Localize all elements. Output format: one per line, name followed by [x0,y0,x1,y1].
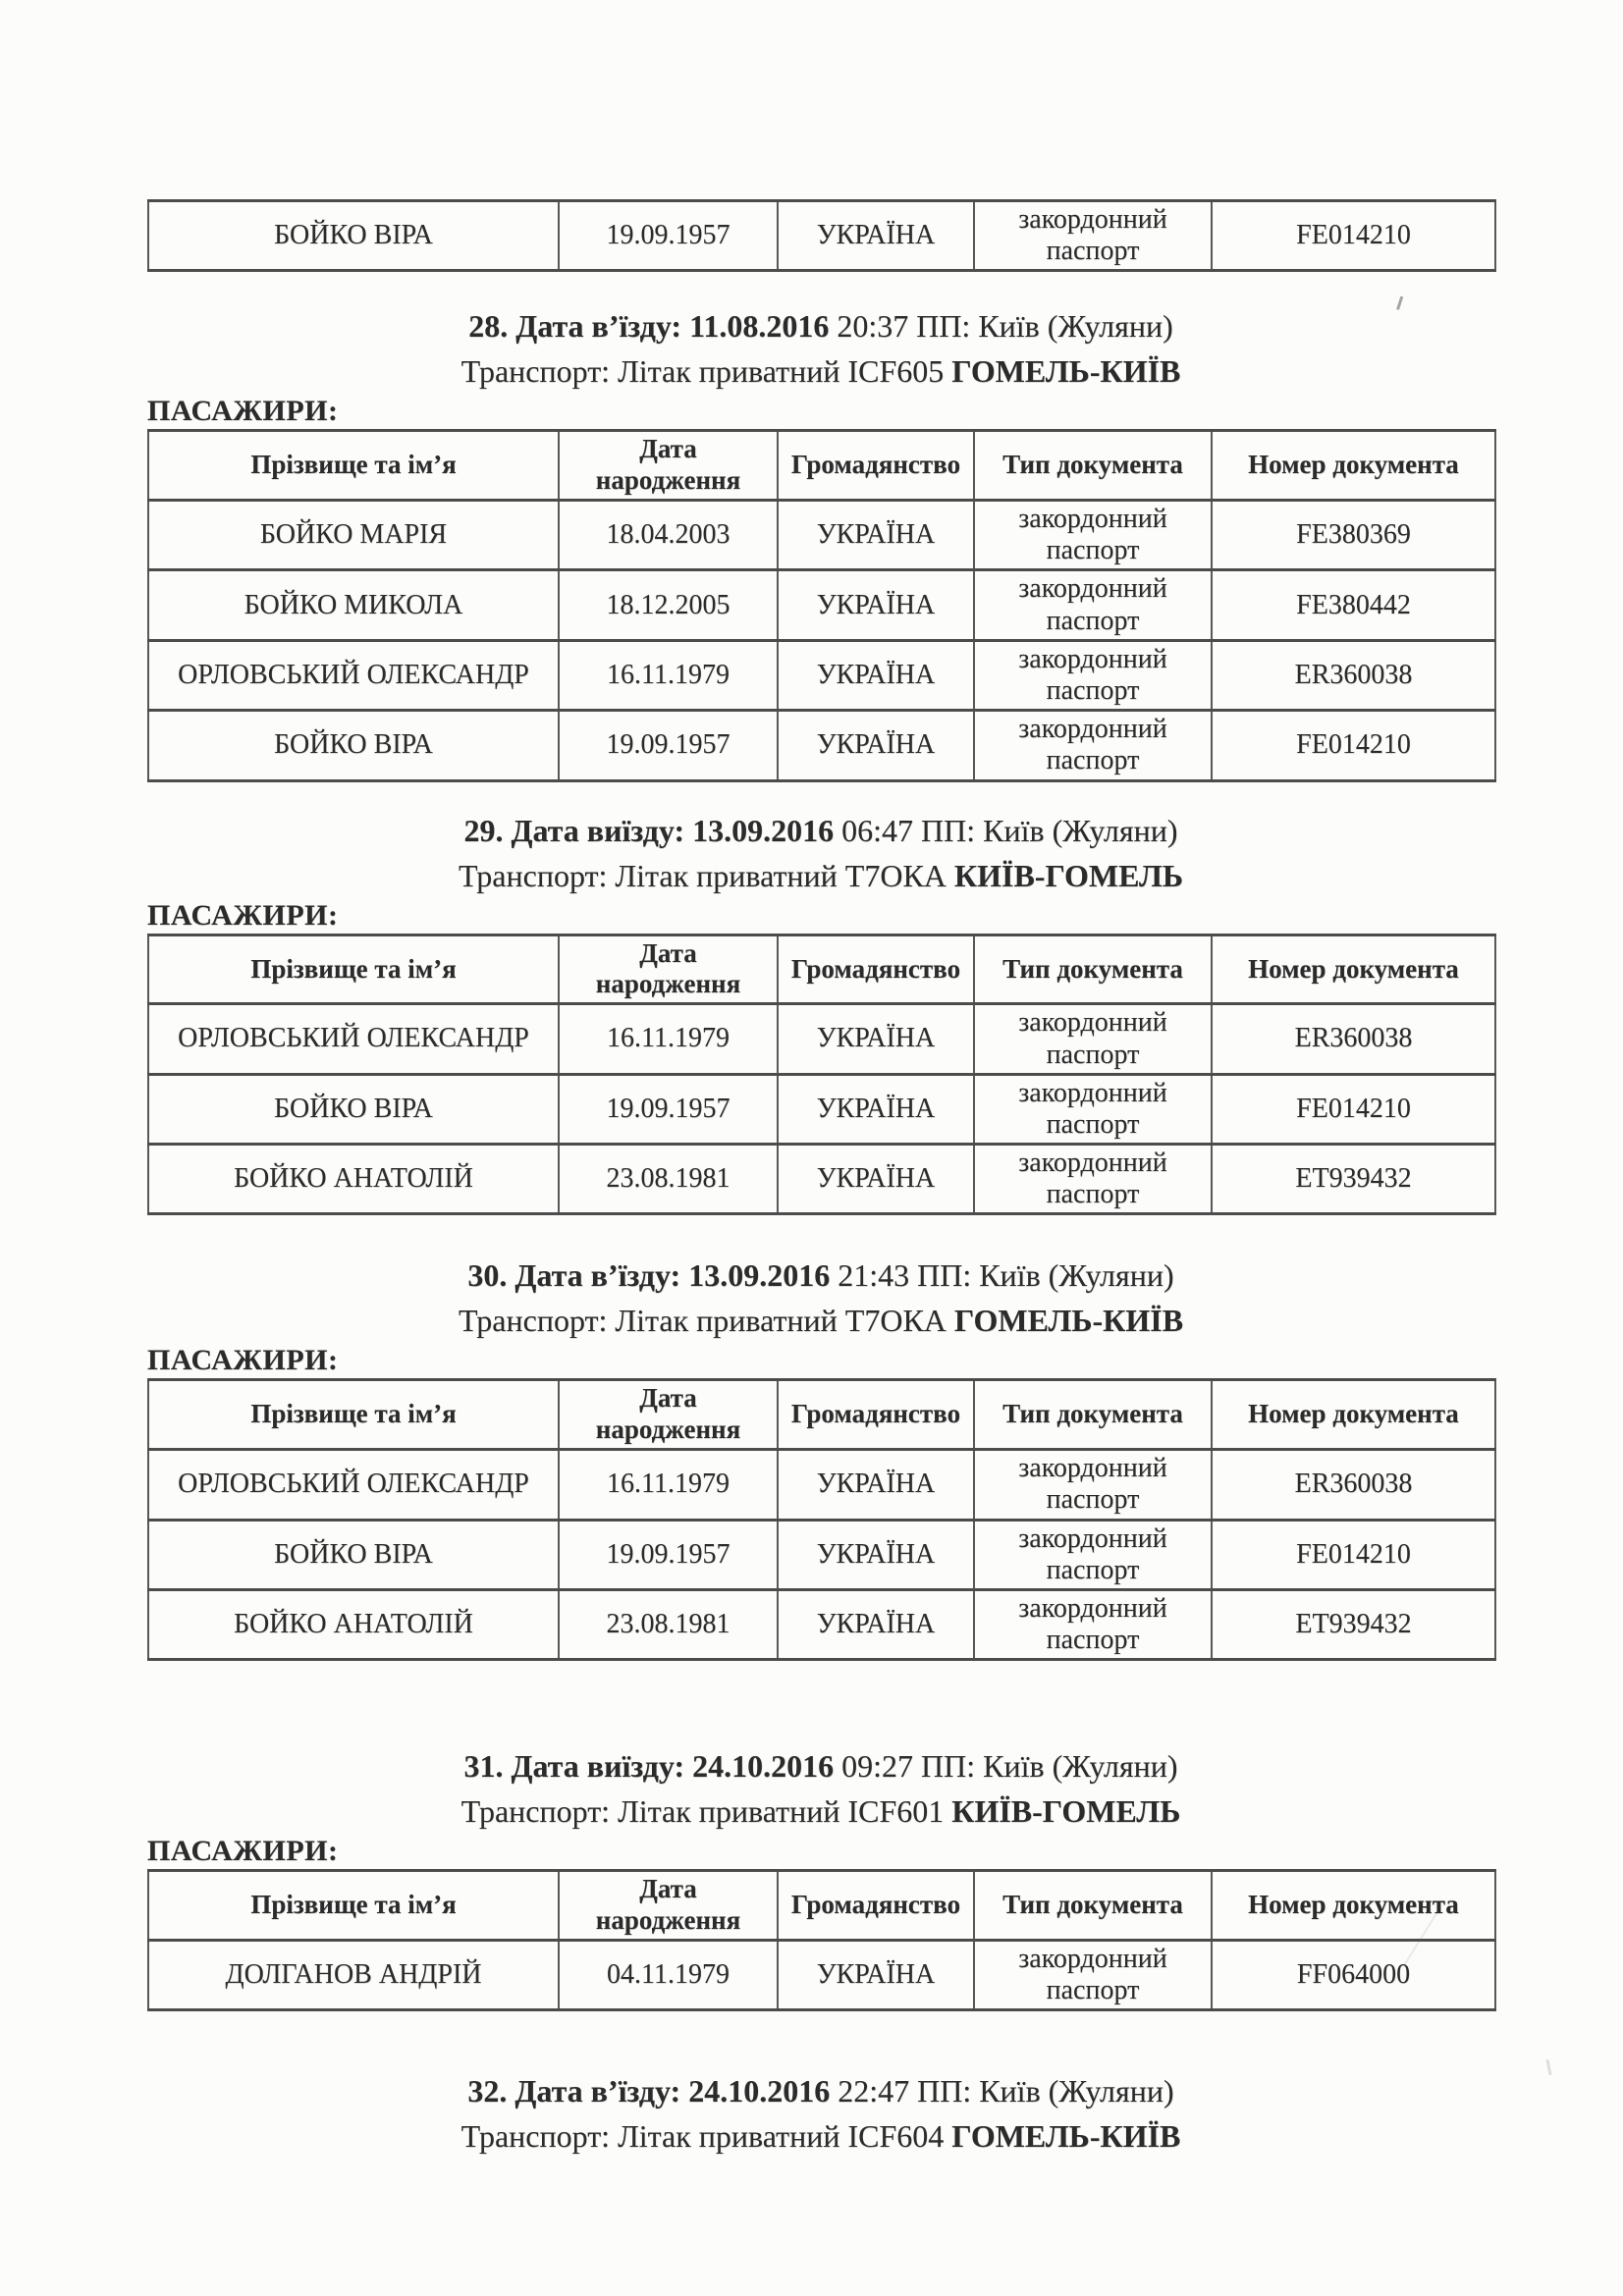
doc-number-cell: ER360038 [1212,1004,1495,1074]
passenger-name-cell: БОЙКО МИКОЛА [148,570,559,640]
passenger-row [148,640,1495,710]
passenger-name-cell: БОЙКО АНАТОЛІЙ [148,1589,559,1659]
table-header-row [148,1380,1495,1450]
transport-label: Транспорт: Літак приватний ICF605 [460,353,952,390]
route-label: ГОМЕЛЬ-КИЇВ [953,1303,1184,1339]
passenger-row [148,501,1495,570]
birth-date-cell: 23.08.1981 [559,1589,778,1659]
section-30-heading [147,1253,1494,1343]
birth-date-cell: 16.11.1979 [559,1004,778,1074]
exit-date-label: 29. Дата виїзду: 13.09.2016 [463,812,835,848]
birth-date-cell: 19.09.1957 [559,201,778,271]
entry-time-checkpoint: 21:43 ПП: Київ (Жуляни) [830,1257,1174,1294]
entry-date-label: 32. Дата в’їзду: 24.10.2016 [467,2073,831,2109]
passenger-row [148,201,1495,271]
birth-date-cell: 18.12.2005 [559,570,778,640]
birth-date-cell: 18.04.2003 [559,501,778,570]
passenger-name-cell: БОЙКО ВІРА [148,1074,559,1144]
citizenship-cell: УКРАЇНА [778,1450,974,1520]
doc-number-cell: FE014210 [1212,711,1495,780]
doc-type-cell: закордонний паспорт [974,1145,1212,1214]
scan-artifact [1545,2059,1551,2075]
entry-date-label: 28. Дата в’їзду: 11.08.2016 [468,308,830,345]
passenger-row [148,1589,1495,1659]
passenger-table-29 [147,934,1496,1216]
passenger-name-cell: БОЙКО АНАТОЛІЙ [148,1145,559,1214]
doc-type-cell: закордонний паспорт [974,711,1212,780]
col-header-doc-number: Номер документа [1212,1871,1495,1941]
doc-type-cell: закордонний паспорт [974,201,1212,271]
birth-date-cell: 16.11.1979 [559,640,778,710]
col-header-citizenship: Громадянство [778,1380,974,1450]
doc-type-cell: закордонний паспорт [974,1589,1212,1659]
col-header-birth-date: Дата народження [559,431,778,501]
entry-time-checkpoint: 20:37 ПП: Київ (Жуляни) [829,308,1173,345]
citizenship-cell: УКРАЇНА [778,1941,974,2010]
doc-type-cell: закордонний паспорт [974,1520,1212,1589]
birth-date-cell: 19.09.1957 [559,1074,778,1144]
col-header-doc-type: Тип документа [974,934,1212,1004]
doc-type-cell: закордонний паспорт [974,640,1212,710]
passenger-row [148,1941,1495,2010]
transport-label: Транспорт: Літак приватний ICF601 [460,1793,952,1830]
transport-label: Транспорт: Літак приватний Т7ОКА [458,857,954,893]
exit-time-checkpoint: 06:47 ПП: Київ (Жуляни) [834,812,1178,848]
citizenship-cell: УКРАЇНА [778,1004,974,1074]
table-header-row [148,934,1495,1004]
table-header-row [148,1871,1495,1941]
doc-number-cell: FF064000 [1212,1941,1495,2010]
col-header-citizenship: Громадянство [778,1871,974,1941]
transport-label: Транспорт: Літак приватний Т7ОКА [458,1303,954,1339]
birth-date-cell: 04.11.1979 [559,1941,778,2010]
section-29-heading [147,808,1494,898]
passenger-name-cell: ДОЛГАНОВ АНДРІЙ [148,1941,559,2010]
doc-number-cell: ET939432 [1212,1589,1495,1659]
col-header-name: Прізвище та ім’я [148,1871,559,1941]
col-header-doc-number: Номер документа [1212,431,1495,501]
doc-type-cell: закордонний паспорт [974,570,1212,640]
transport-label: Транспорт: Літак приватний ICF604 [460,2118,952,2155]
citizenship-cell: УКРАЇНА [778,1145,974,1214]
passenger-row [148,711,1495,780]
col-header-doc-number: Номер документа [1212,1380,1495,1450]
document-content [147,199,1494,2159]
citizenship-cell: УКРАЇНА [778,570,974,640]
citizenship-cell: УКРАЇНА [778,711,974,780]
passengers-label: ПАСАЖИРИ: [147,1835,339,1868]
col-header-birth-date: Дата народження [559,1380,778,1450]
route-label: КИЇВ-ГОМЕЛЬ [953,857,1184,893]
exit-date-label: 31. Дата виїзду: 24.10.2016 [463,1748,835,1785]
route-label: ГОМЕЛЬ-КИЇВ [951,2118,1181,2155]
passenger-table-30 [147,1378,1496,1661]
citizenship-cell: УКРАЇНА [778,1589,974,1659]
doc-number-cell: FE014210 [1212,201,1495,271]
col-header-birth-date: Дата народження [559,1871,778,1941]
passenger-row [148,1074,1495,1144]
passenger-row [148,1004,1495,1074]
birth-date-cell: 19.09.1957 [559,1520,778,1589]
col-header-citizenship: Громадянство [778,431,974,501]
birth-date-cell: 16.11.1979 [559,1450,778,1520]
passenger-name-cell: ОРЛОВСЬКИЙ ОЛЕКСАНДР [148,640,559,710]
doc-number-cell: FE014210 [1212,1520,1495,1589]
doc-number-cell: ER360038 [1212,1450,1495,1520]
col-header-birth-date: Дата народження [559,934,778,1004]
route-label: ГОМЕЛЬ-КИЇВ [951,353,1181,390]
col-header-doc-type: Тип документа [974,1871,1212,1941]
citizenship-cell: УКРАЇНА [778,640,974,710]
passenger-name-cell: ОРЛОВСЬКИЙ ОЛЕКСАНДР [148,1450,559,1520]
doc-type-cell: закордонний паспорт [974,1450,1212,1520]
passenger-table-31 [147,1869,1496,2011]
passenger-row [148,1145,1495,1214]
doc-number-cell: ER360038 [1212,640,1495,710]
citizenship-cell: УКРАЇНА [778,201,974,271]
section-28-heading [147,303,1494,394]
birth-date-cell: 23.08.1981 [559,1145,778,1214]
passenger-name-cell: ОРЛОВСЬКИЙ ОЛЕКСАНДР [148,1004,559,1074]
table-header-row [148,431,1495,501]
passengers-label: ПАСАЖИРИ: [147,395,339,428]
citizenship-cell: УКРАЇНА [778,501,974,570]
passenger-name-cell: БОЙКО ВІРА [148,711,559,780]
col-header-doc-type: Тип документа [974,1380,1212,1450]
passengers-label: ПАСАЖИРИ: [147,1344,339,1377]
passenger-table-continued [147,199,1496,272]
section-32-heading [147,2068,1494,2159]
section-31-heading [147,1743,1494,1834]
passengers-label: ПАСАЖИРИ: [147,898,339,932]
exit-time-checkpoint: 09:27 ПП: Київ (Жуляни) [834,1748,1178,1785]
col-header-doc-number: Номер документа [1212,934,1495,1004]
doc-type-cell: закордонний паспорт [974,1941,1212,2010]
passenger-name-cell: БОЙКО ВІРА [148,1520,559,1589]
passenger-row [148,1520,1495,1589]
birth-date-cell: 19.09.1957 [559,711,778,780]
citizenship-cell: УКРАЇНА [778,1520,974,1589]
citizenship-cell: УКРАЇНА [778,1074,974,1144]
doc-number-cell: ET939432 [1212,1145,1495,1214]
passenger-row [148,1450,1495,1520]
passenger-name-cell: БОЙКО МАРІЯ [148,501,559,570]
doc-type-cell: закордонний паспорт [974,1074,1212,1144]
entry-date-label: 30. Дата в’їзду: 13.09.2016 [467,1257,831,1294]
passenger-name-cell: БОЙКО ВІРА [148,201,559,271]
doc-number-cell: FE380442 [1212,570,1495,640]
passenger-table-28 [147,429,1496,781]
col-header-name: Прізвище та ім’я [148,431,559,501]
doc-number-cell: FE014210 [1212,1074,1495,1144]
col-header-doc-type: Тип документа [974,431,1212,501]
passenger-row [148,570,1495,640]
col-header-name: Прізвище та ім’я [148,1380,559,1450]
doc-type-cell: закордонний паспорт [974,1004,1212,1074]
col-header-citizenship: Громадянство [778,934,974,1004]
col-header-name: Прізвище та ім’я [148,934,559,1004]
doc-number-cell: FE380369 [1212,501,1495,570]
route-label: КИЇВ-ГОМЕЛЬ [951,1793,1181,1830]
doc-type-cell: закордонний паспорт [974,501,1212,570]
entry-time-checkpoint: 22:47 ПП: Київ (Жуляни) [830,2073,1174,2109]
